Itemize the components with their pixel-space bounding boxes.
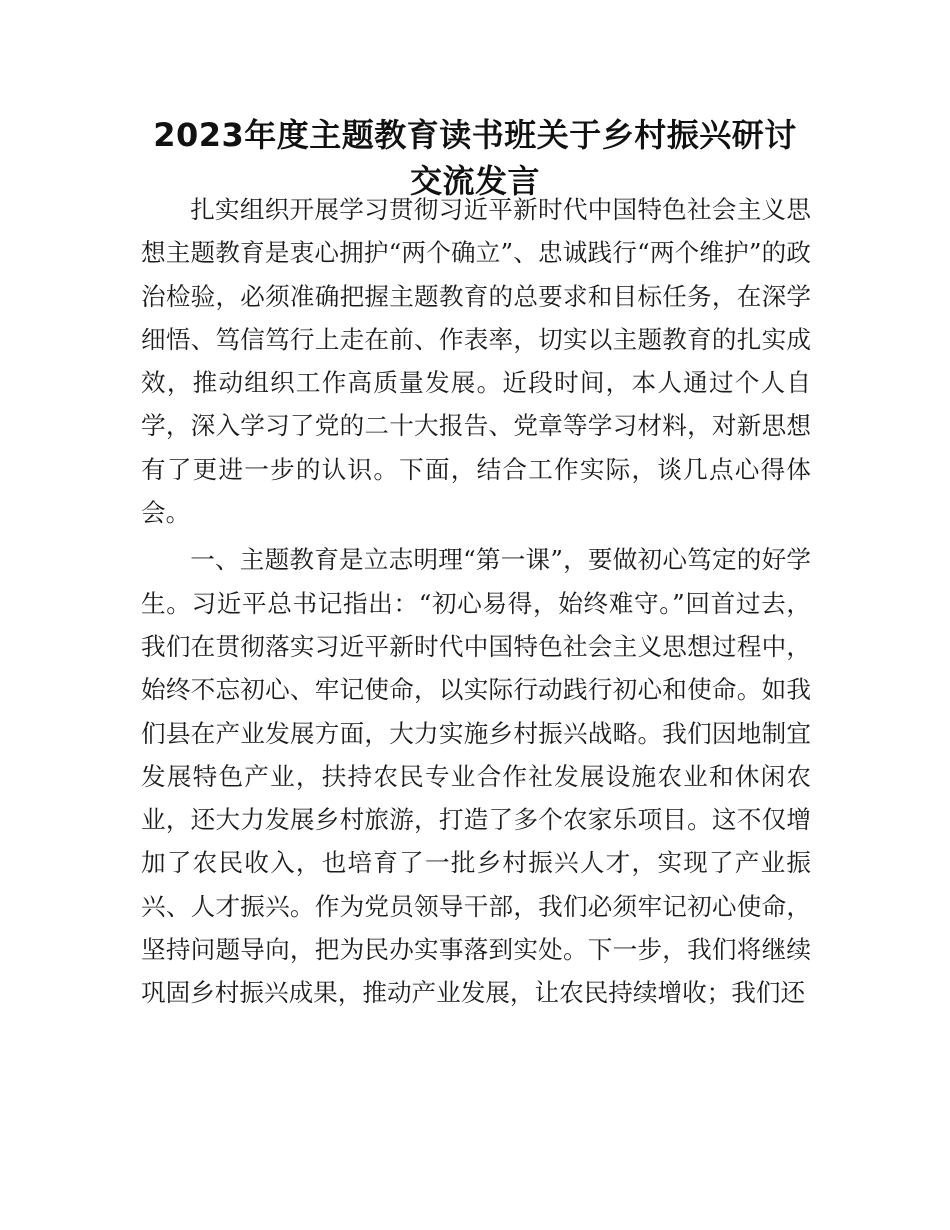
- paragraph-intro: 扎实组织开展学习贯彻习近平新时代中国特色社会主义思想主题教育是衷心拥护“两个确立”、忠诚践行“两个维护”的政治检验，必须准确把握主题教育的总要求和目标任务，在深学细悟、笃信笃行上走在前、作表率，切实以主题教育的扎实成效，推动组织工作高质量发展。近段时间，本人通过个人自学，深入学习了党的二十大报告、党章等学习材料，对新思想有了更进一步的认识。下面，结合工作实际，谈几点心得体会。: [141, 195, 811, 528]
- document-title: 2023年度主题教育读书班关于乡村振兴研讨交流发言: [153, 116, 797, 200]
- document-body: [141, 188, 811, 1015]
- paragraph-section-one: 一、主题教育是立志明理“第一课”，要做初心笃定的好学生。习近平总书记指出：“初心易得，始终难守。”回首过去，我们在贯彻落实习近平新时代中国特色社会主义思想过程中，始终不忘初心、牢记使命，以实际行动践行初心和使命。如我们县在产业发展方面，大力实施乡村振兴战略。我们因地制宜发展特色产业，扶持农民专业合作社发展设施农业和休闲农业，还大力发展乡村旅游，打造了多个农家乐项目。这不仅增加了农民收入，也培育了一批乡村振兴人才，实现了产业振兴、人才振兴。作为党员领导干部，我们必须牢记初心使命，坚持问题导向，把为民办实事落到实处。下一步，我们将继续巩固乡村振兴成果，推动产业发展，让农民持续增收；我们还: [141, 545, 811, 1008]
